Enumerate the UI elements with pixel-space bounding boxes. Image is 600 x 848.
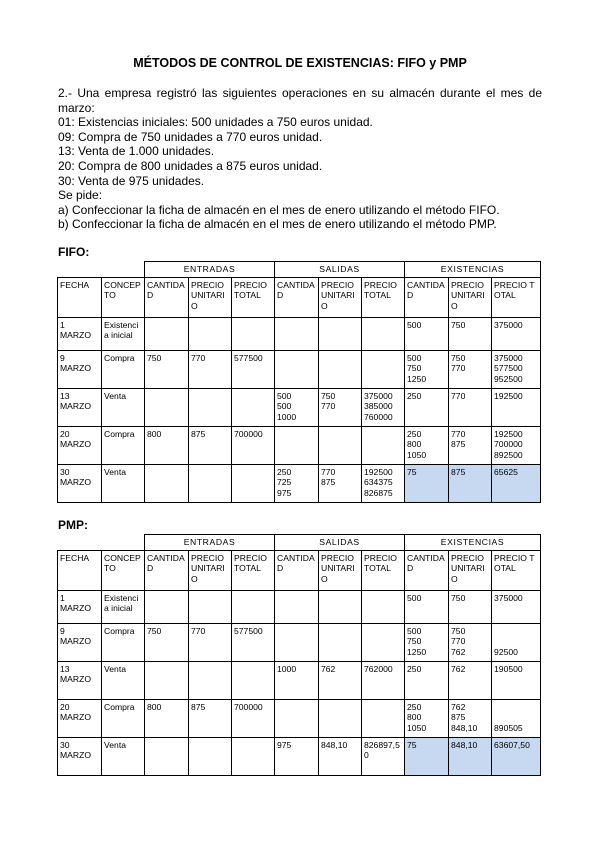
table-cell: 190500 (492, 662, 541, 700)
table-row (58, 427, 541, 465)
table-cell: 20 MARZO (58, 700, 102, 738)
table-cell: 826897,50 (362, 738, 405, 776)
table-cell: 75 (405, 465, 449, 503)
table-cell (275, 700, 319, 738)
table-cell: 75 (405, 738, 449, 776)
table-cell (319, 427, 362, 465)
table-cell: 92500 (492, 624, 541, 662)
table-cell: 770 875 (449, 427, 492, 465)
table-cell: Compra (102, 700, 145, 738)
table-cell: 9 MARZO (58, 351, 102, 389)
table-cell: 375000 (492, 591, 541, 624)
table-cell (145, 389, 189, 427)
table-cell: 30 MARZO (58, 738, 102, 776)
table-cell: 800 (145, 700, 189, 738)
column-header-row (58, 278, 541, 318)
table-cell: Venta (102, 662, 145, 700)
table-cell: Existencia inicial (102, 318, 145, 351)
table-cell (319, 624, 362, 662)
table-cell (319, 591, 362, 624)
table-cell (362, 700, 405, 738)
table-cell: 500 750 1250 (405, 624, 449, 662)
table-cell: 700000 (232, 700, 275, 738)
table-cell: 875 (449, 465, 492, 503)
column-header: PRECIO TOTAL (232, 551, 275, 591)
pmp-section-title: PMP: (58, 518, 88, 532)
table-cell: 800 (145, 427, 189, 465)
table-cell: 250 (405, 389, 449, 427)
table-cell (232, 662, 275, 700)
empty-corner (58, 262, 145, 278)
table-cell: 750 (145, 351, 189, 389)
group-header-entradas: ENTRADAS (145, 535, 275, 551)
statement-line: b) Confeccionar la ficha de almacén en el mes de enero utilizando el método PMP. (58, 217, 497, 232)
column-header: CANTIDAD (275, 551, 319, 591)
statement-line: 20: Compra de 800 unidades a 875 euros unidad. (58, 158, 323, 173)
table-cell: 13 MARZO (58, 389, 102, 427)
column-header: CANTIDAD (405, 278, 449, 318)
table-row (58, 351, 541, 389)
table-cell: 30 MARZO (58, 465, 102, 503)
table-cell: 848,10 (449, 738, 492, 776)
table-cell: Venta (102, 738, 145, 776)
pmp-stock-card-table (57, 534, 541, 776)
table-cell (232, 591, 275, 624)
column-header-row (58, 551, 541, 591)
table-cell (145, 318, 189, 351)
table-cell (145, 738, 189, 776)
table-cell: Venta (102, 465, 145, 503)
table-cell: 375000 (492, 318, 541, 351)
table-cell (275, 624, 319, 662)
table-row (58, 624, 541, 662)
table-cell: Compra (102, 624, 145, 662)
table-cell: Compra (102, 351, 145, 389)
table-cell (189, 738, 232, 776)
table-cell: 250 725 975 (275, 465, 319, 503)
column-header: CONCEPTO (102, 278, 145, 318)
table-cell (145, 662, 189, 700)
column-header: PRECIO UNITARIO (189, 551, 232, 591)
table-cell (362, 624, 405, 662)
table-cell: 762 875 848,10 (449, 700, 492, 738)
table-cell: Existencia inicial (102, 591, 145, 624)
statement-line: 13: Venta de 1.000 unidades. (58, 144, 215, 159)
statement-intro: 2.- Una empresa registró las siguientes operaciones en su almacén durante el mes de marzo: (58, 86, 542, 115)
group-header-existencias: EXISTENCIAS (405, 262, 541, 278)
statement-line: 01: Existencias iniciales: 500 unidades a 750 euros unidad. (58, 115, 373, 130)
group-header-row (58, 535, 541, 551)
table-cell (232, 465, 275, 503)
table-cell (319, 351, 362, 389)
table-cell (319, 700, 362, 738)
table-cell: 750 (145, 624, 189, 662)
table-cell (145, 465, 189, 503)
table-row (58, 591, 541, 624)
table-cell: 762000 (362, 662, 405, 700)
table-cell: 13 MARZO (58, 662, 102, 700)
table-cell: 500 500 1000 (275, 389, 319, 427)
table-cell (232, 738, 275, 776)
table-cell (232, 318, 275, 351)
table-row (58, 389, 541, 427)
table-row (58, 662, 541, 700)
table-cell: 250 800 1050 (405, 427, 449, 465)
table-cell: 1 MARZO (58, 591, 102, 624)
column-header: PRECIO UNITARIO (189, 278, 232, 318)
table-cell (275, 351, 319, 389)
table-cell: 770 875 (319, 465, 362, 503)
table-cell (362, 427, 405, 465)
table-cell: 500 (405, 318, 449, 351)
table-cell (232, 389, 275, 427)
column-header: PRECIO TOTAL (362, 278, 405, 318)
column-header: CANTIDAD (145, 551, 189, 591)
table-cell: 750 770 (319, 389, 362, 427)
table-cell: 500 750 1250 (405, 351, 449, 389)
table-cell: 770 (189, 624, 232, 662)
table-cell: 890505 (492, 700, 541, 738)
column-header: CONCEPTO (102, 551, 145, 591)
column-header: PRECIO TOTAL (232, 278, 275, 318)
table-cell: 192500 634375 826875 (362, 465, 405, 503)
column-header: FECHA (58, 278, 102, 318)
table-cell: 762 (319, 662, 362, 700)
table-cell (145, 591, 189, 624)
table-cell (189, 465, 232, 503)
column-header: PRECIO UNITARIO (449, 551, 492, 591)
column-header: FECHA (58, 551, 102, 591)
table-cell: 975 (275, 738, 319, 776)
table-row (58, 318, 541, 351)
column-header: PRECIO TOTAL (492, 278, 541, 318)
statement-line: Se pide: (58, 188, 103, 203)
group-header-entradas: ENTRADAS (145, 262, 275, 278)
table-cell (189, 662, 232, 700)
table-cell: 750 (449, 591, 492, 624)
table-cell: 750 (449, 318, 492, 351)
table-cell: 9 MARZO (58, 624, 102, 662)
group-header-row (58, 262, 541, 278)
table-cell (319, 318, 362, 351)
fifo-stock-card-table (57, 261, 541, 503)
table-cell: 63607,50 (492, 738, 541, 776)
table-cell: 375000 577500 952500 (492, 351, 541, 389)
group-header-salidas: SALIDAS (275, 262, 405, 278)
table-cell (189, 389, 232, 427)
table-cell: 65625 (492, 465, 541, 503)
document-title: MÉTODOS DE CONTROL DE EXISTENCIAS: FIFO y PMP (133, 56, 467, 70)
table-cell: 750 770 762 (449, 624, 492, 662)
table-cell (275, 591, 319, 624)
column-header: PRECIO TOTAL (492, 551, 541, 591)
table-cell: 750 770 (449, 351, 492, 389)
column-header: PRECIO TOTAL (362, 551, 405, 591)
table-cell: 250 800 1050 (405, 700, 449, 738)
fifo-section-title: FIFO: (58, 245, 90, 259)
table-cell: 700000 (232, 427, 275, 465)
column-header: PRECIO UNITARIO (449, 278, 492, 318)
table-cell: 577500 (232, 351, 275, 389)
empty-corner (58, 535, 145, 551)
statement-line: 30: Venta de 975 unidades. (58, 173, 205, 188)
group-header-existencias: EXISTENCIAS (405, 535, 541, 551)
problem-statement (58, 86, 542, 232)
group-header-salidas: SALIDAS (275, 535, 405, 551)
table-cell (362, 318, 405, 351)
table-cell: 1000 (275, 662, 319, 700)
table-cell: 770 (189, 351, 232, 389)
table-cell: 875 (189, 427, 232, 465)
table-cell (189, 591, 232, 624)
column-header: CANTIDAD (145, 278, 189, 318)
table-cell: Venta (102, 389, 145, 427)
table-cell: 500 (405, 591, 449, 624)
table-cell: 848,10 (319, 738, 362, 776)
column-header: PRECIO UNITARIO (319, 551, 362, 591)
statement-line: a) Confeccionar la ficha de almacén en el mes de enero utilizando el método FIFO. (58, 202, 500, 217)
table-cell (362, 351, 405, 389)
table-cell: 762 (449, 662, 492, 700)
table-cell: 770 (449, 389, 492, 427)
table-cell (189, 318, 232, 351)
table-cell (275, 318, 319, 351)
table-cell: 250 (405, 662, 449, 700)
table-cell (275, 427, 319, 465)
table-cell: 1 MARZO (58, 318, 102, 351)
table-cell: 375000 385000 760000 (362, 389, 405, 427)
table-cell (362, 591, 405, 624)
table-cell: 20 MARZO (58, 427, 102, 465)
column-header: CANTIDAD (405, 551, 449, 591)
table-row (58, 465, 541, 503)
column-header: PRECIO UNITARIO (319, 278, 362, 318)
table-row (58, 738, 541, 776)
table-cell: 875 (189, 700, 232, 738)
statement-line: 09: Compra de 750 unidades a 770 euros unidad. (58, 129, 323, 144)
table-cell: 192500 700000 892500 (492, 427, 541, 465)
table-cell: 577500 (232, 624, 275, 662)
table-row (58, 700, 541, 738)
column-header: CANTIDAD (275, 278, 319, 318)
table-cell: Compra (102, 427, 145, 465)
table-cell: 192500 (492, 389, 541, 427)
